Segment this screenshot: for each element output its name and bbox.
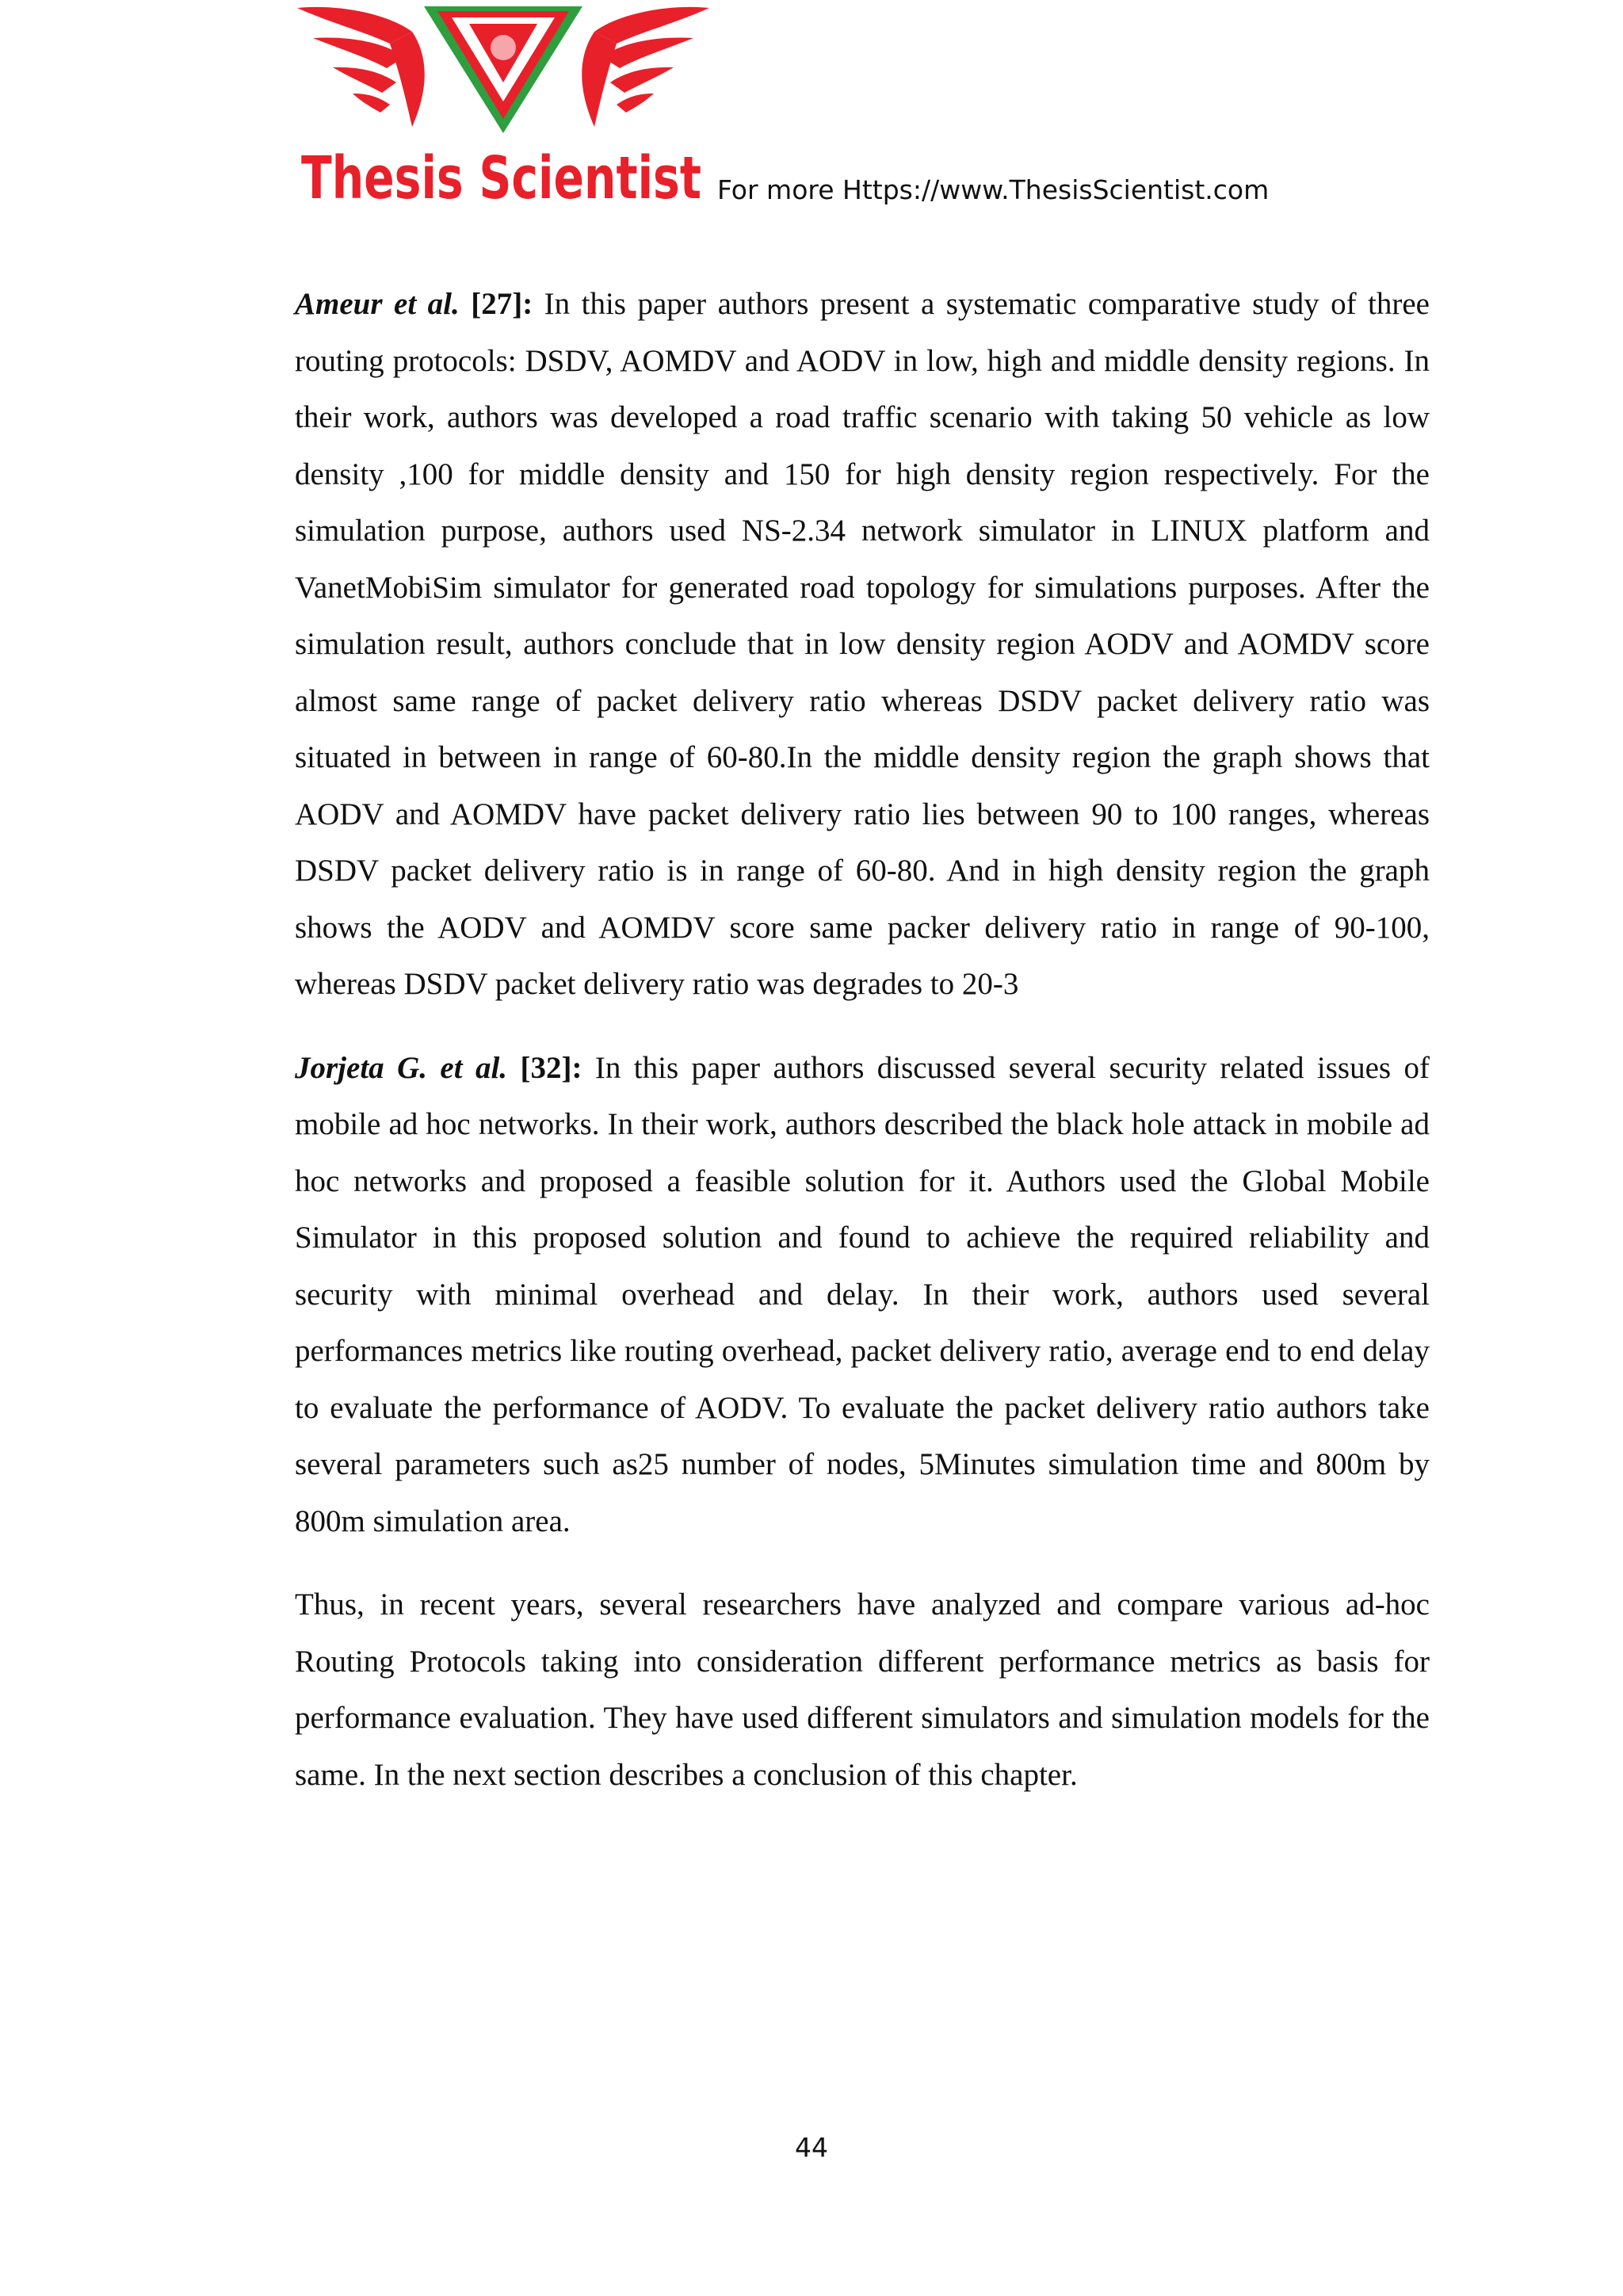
- paragraph-jorjeta: [295, 1040, 1430, 1550]
- document-body: [295, 276, 1430, 1830]
- page-number: 44: [795, 2132, 828, 2163]
- paragraph-text: Thus, in recent years, several researchers have analyzed and compare various ad-hoc Routing Protocols taking into consideration different performance metrics as basis for performance evaluation. They have used different simulators and simulation models for the same. In the next section describes a conclusion of this chapter.: [295, 1587, 1430, 1792]
- paragraph-ameur: [295, 276, 1430, 1013]
- thesis-scientist-logo: [293, 0, 713, 210]
- page-header: [293, 0, 1339, 214]
- website-link[interactable]: For more Https://www.ThesisScientist.com: [717, 174, 1270, 205]
- paragraph-summary: [295, 1576, 1430, 1803]
- logo-wordmark: Thesis Scientist: [301, 144, 701, 212]
- citation-author: Ameur et al.: [295, 287, 460, 321]
- paragraph-text: In this paper authors discussed several security related issues of mobile ad hoc networks. In their work, authors described the black hole attack in mobile ad hoc networks and proposed a feasible solution for it. Authors used the Global Mobile Simulator in this proposed solution and found to achieve the required reliability and security with minimal overhead and delay. In their work, authors used several performances metrics like routing overhead, packet delivery ratio, average end to end delay to evaluate the performance of AODV. To evaluate the packet delivery ratio authors take several parameters such as25 number of nodes, 5Minutes simulation time and 800m by 800m simulation area.: [295, 1050, 1430, 1538]
- citation-reference: [32]:: [507, 1050, 582, 1085]
- citation-author: Jorjeta G. et al.: [295, 1050, 508, 1085]
- citation-reference: [27]:: [459, 287, 533, 321]
- paragraph-text: In this paper authors present a systematic comparative study of three routing protocols: DSDV, AOMDV and AODV in low, high and middle density regions. In their work, authors was developed a road traffic scenario with taking 50 vehicle as low density ,100 for middle density and 150 for high density region respectively. For the simulation purpose, authors used NS-2.34 network simulator in LINUX platform and VanetMobiSim simulator for generated road topology for simulations purposes. After the simulation result, authors conclude that in low density region AODV and AOMDV score almost same range of packet delivery ratio whereas DSDV packet delivery ratio was situated in between in range of 60-80.In the middle density region the graph shows that AODV and AOMDV have packet delivery ratio lies between 90 to 100 ranges, whereas DSDV packet delivery ratio is in range of 60-80. And in high density region the graph shows the AODV and AOMDV score same packer delivery ratio in range of 90-100, whereas DSDV packet delivery ratio was degrades to 20-3: [295, 287, 1430, 1001]
